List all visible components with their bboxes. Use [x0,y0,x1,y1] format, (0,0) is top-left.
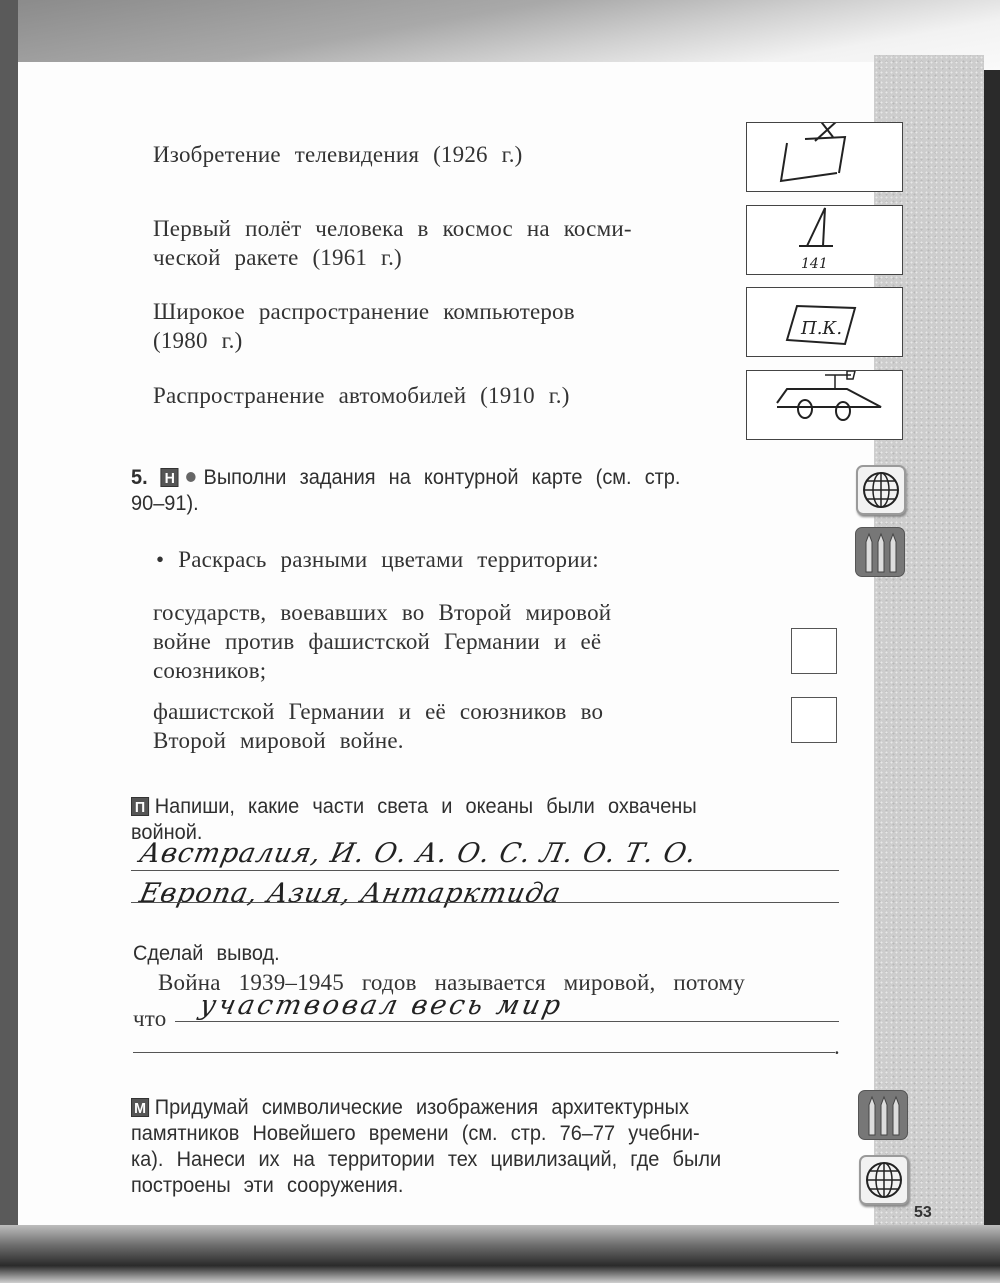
rocket-sketch-icon [747,206,904,276]
invention-tv-text: Изобретение телевидения (1926 г.) [153,142,523,167]
answer-line-1 [131,870,839,871]
conclusion-line-2 [133,1052,835,1053]
drawing-box-tv[interactable] [746,122,903,192]
bullet-dot [186,472,196,482]
scan-left-edge [0,0,18,1283]
invention-computers-text: Широкое распространение компьютеров (1980 г.) [153,299,575,353]
option-axis-text: фашистской Германии и её союзников во Второй мировой войне. [153,699,604,753]
conclusion-answer[interactable]: участвовал весь мир [196,990,567,1021]
color-box-allies[interactable] [791,628,837,674]
scan-top-shadow [0,0,1000,70]
task-p-instruction: П Напиши, какие части света и океаны были охвачены войной. [131,795,697,844]
pencils-icon [858,1090,908,1140]
level-badge-p: П [131,797,149,816]
task5-bullet: • Раскрась разными цветами территории: [156,547,599,572]
task-number: 5. [131,466,148,489]
svg-text:141: 141 [801,256,828,272]
drawing-box-rocket[interactable] [746,205,903,275]
answer-oceans-line1[interactable]: Австралия, И. О. А. О. С. Л. О. Т. О. [136,838,700,869]
globe-icon [859,1155,909,1205]
svg-text:П.К.: П.К. [801,318,843,339]
invention-cars-text: Распространение автомобилей (1910 г.) [153,383,570,408]
page-number: 53 [914,1204,932,1221]
computer-sketch-icon [747,288,904,358]
conclusion-sentence: Война 1939–1945 годов называется мировой, потому [158,970,745,995]
drawing-box-car[interactable] [746,370,903,440]
color-box-axis[interactable] [791,697,837,743]
answer-line-2 [131,902,839,903]
conclusion-end-mark: . [834,1034,840,1059]
scan-bottom-shadow [0,1225,1000,1283]
drawing-box-computer[interactable] [746,287,903,357]
conclusion-prefix: что [133,1006,167,1031]
conclusion-line-1 [175,1021,839,1022]
answer-oceans-line2[interactable]: Европа, Азия, Антарктида [136,878,565,909]
level-badge-n: Н [161,468,179,487]
invention-space-text: Первый полёт человека в космос на косми- ческой ракете (1961 г.) [153,216,632,270]
option-allies-text: государств, воевавших во Второй мировой войне против фашистской Германии и её союзников; [153,600,612,683]
car-sketch-icon [747,371,904,441]
level-badge-m: М [131,1098,149,1117]
pencils-icon [855,527,905,577]
conclusion-heading: Сделай вывод. [133,942,280,965]
globe-icon [856,465,906,515]
task-m-instruction: М Придумай символические изображения архитектурных памятников Новейшего времени (см. стр. 76–77 учебни- ка). Нанеси их на территории тех цивилизаций, где были построены эти сооружения. [131,1096,722,1197]
television-sketch-icon [747,123,904,193]
task5-instruction: 5. Н Выполни задания на контурной карте (см. стр. 90–91). [131,466,681,515]
